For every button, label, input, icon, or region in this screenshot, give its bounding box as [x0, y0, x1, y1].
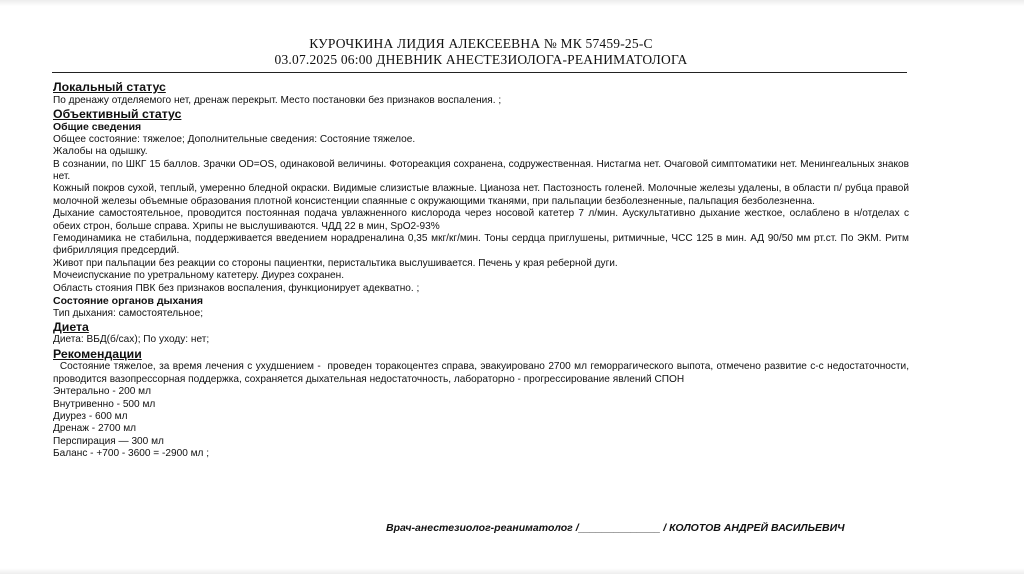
balance-line: Баланс - +700 - 3600 = -2900 мл ; [53, 448, 210, 460]
breathing-text: Дыхание самостоятельное, проводится постоянная подача увлажненного кислорода через носовой катетер 7 л/мин. Аускультативно дыхание жесткое, ослаблено в н/отделах с обеих строн, больше справа. Хрипы не выслушиваются. ЧДД 22 в мин, SpO2-93% [53, 208, 909, 232]
doctor-signature-line: Врач-анестезиолог-реаниматолог /______________ / КОЛОТОВ АНДРЕЙ ВАСИЛЬЕВИЧ [386, 522, 845, 534]
diary-title: 03.07.2025 06:00 ДНЕВНИК АНЕСТЕЗИОЛОГА-РЕАНИМАТОЛОГА [274, 52, 688, 67]
balance-line: Перспирация — 300 мл [53, 435, 164, 447]
patient-line: КУРОЧКИНА ЛИДИЯ АЛЕКСЕЕВНА № МК 57459-25-С [309, 36, 653, 51]
document-body [53, 80, 912, 461]
hemodynamics-text: Гемодинамика не стабильна, поддерживается введением норадреналина 0,35 мкг/кг/мин. Тоны сердца приглушены, ритмичные, ЧСС 125 в мин. АД 90/50 мм рт.ст. По ЭКМ. Ритм фибрилляция предсердий. [53, 233, 909, 257]
pvk-text: Область стояния ПВК без признаков воспаления, функционирует адекватно. ; [53, 282, 420, 294]
respiratory-type-text: Тип дыхания: самостоятельное; [53, 307, 204, 319]
respiratory-heading: Состояние органов дыхания [53, 295, 204, 308]
diet-text: Диета: ВБД(б/сах); По уходу: нет; [53, 334, 210, 346]
local-status-text: По дренажу отделяемого нет, дренаж перекрыт. Место постановки без признаков воспаления. ; [53, 94, 502, 106]
recommendations-heading: Рекомендации [53, 346, 142, 361]
general-state-text: Общее состояние: тяжелое; Дополнительные сведения: Состояние тяжелое. [53, 133, 416, 145]
balance-line: Диурез - 600 мл [53, 410, 128, 422]
recommendations-text: Состояние тяжелое, за время лечения с ухудшением - проведен торакоцентез справа, эвакуировано 2700 мл геморрагического выпота, отмечено развитие с-с недостаточности, проводится вазопрессорная поддержка, сохраняется дыхательная недостаточность, лабораторно - прогрессирование явлений СПОН [53, 361, 912, 385]
slide-top-edge [0, 0, 1024, 6]
header-divider [52, 72, 907, 73]
balance-line: Энтерально - 200 мл [53, 386, 151, 398]
consciousness-text: В сознании, по ШКГ 15 баллов. Зрачки OD=OS, одинаковой величины. Фотореакция сохранена, содружественная. Нистагма нет. Очаговой симптоматики нет. Менингеальных знаков нет. [53, 158, 909, 183]
urination-text: Мочеиспускание по уретральному катетеру. Диурез сохранен. [53, 270, 345, 282]
skin-text: Кожный покров сухой, теплый, умеренно бледной окраски. Видимые слизистые влажные. Цианоза нет. Пастозность голеней. Молочные железы удалены, в области п/ рубца правой молочной железы объемные образования плотной консистенции спаянные с окружающими тканями, при пальпации безболезненные, пальпация безболезненна. [53, 183, 909, 207]
local-status-heading: Локальный статус [53, 80, 166, 94]
abdomen-text: Живот при пальпации без реакции со стороны пациентки, перистальтика выслушивается. Печень у края реберной дуги. [53, 257, 618, 269]
document-header [0, 36, 962, 68]
objective-status-heading: Объективный статус [53, 106, 182, 121]
balance-line: Внутривенно - 500 мл [53, 398, 156, 410]
general-info-heading: Общие сведения [53, 121, 142, 134]
complaints-text: Жалобы на одышку. [53, 146, 148, 158]
balance-line: Дренаж - 2700 мл [53, 423, 137, 435]
slide-bottom-edge [0, 568, 1024, 574]
diet-heading: Диета [53, 319, 89, 334]
